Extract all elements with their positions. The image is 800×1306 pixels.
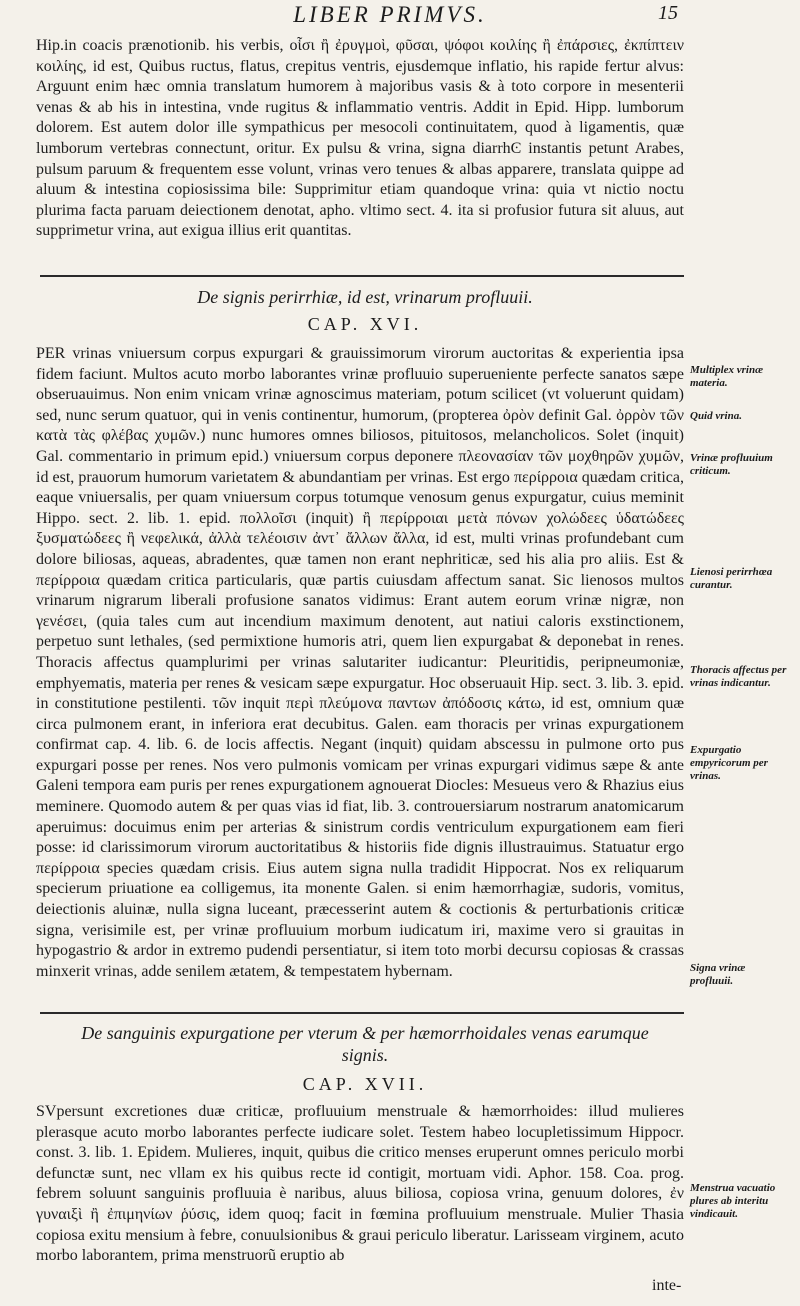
chapter-16-heading: De signis perirrhiæ, id est, vrinarum profluuii. — [197, 287, 533, 307]
running-head — [0, 0, 800, 36]
catchword: inte- — [652, 1277, 682, 1294]
chapter-17-number: CAP. XVII. — [302, 1074, 428, 1094]
paragraph-text: Hip.in coacis prænotionib. his verbis, οἷσι ἢ ἐρυγμοὶ, φῦσαι, ψόφοι κοιλίης ἢ ἐπάρσιες, ἐκπίπτειν κοιλίης, id est, Quibus ructus, flatus, crepitus ventris, ejusdemque inflatio, his rapide fertur alvus: Arguunt enim hæc omnia translatum humorem à majoribus vasis & à toto corpore in mesenterii venas & ab his in intestina, vnde rugitus & inflammatio ventris. Addit in Epid. Hipp. lumborum dolorem. Est autem dolor ille sympathicus per mesocoli continuitatem, quod à ligamentis, quæ lumborum vertebras connectunt, oritur. Ex pulsu & vrina, signa diarrhϾ instantis petunt Arabes, pulsum paruum & frequentem esse volunt, vrinas vero tenues & albas apparere, translata quippe ad aluum & intestina copiosissima bile: Supprimitur etiam quandoque vrina: quia vt nictio noctu plurima facta paruam deiectionem denotat, apho. vltimo sect. 4. ita si profusior futura sit aluus, aut supprimetur vrina, aut exigua illius erit quantitas. — [36, 37, 684, 240]
continued-paragraph — [36, 36, 684, 242]
margin-note: Quid vrina. — [690, 410, 742, 422]
margin-note: Lienosi perirrhœa curantur. — [690, 566, 773, 591]
margin-note: Vrinæ profluuium criticum. — [690, 452, 773, 477]
chapter-17-heading: De sanguinis expurgatione per vterum & per hæmorrhoidales venas earumque signis. — [81, 1023, 649, 1065]
section-divider — [40, 1012, 684, 1014]
paragraph-text: SVpersunt excretiones duæ criticæ, profluuium menstruale & hæmorrhoides: illud mulieres plerasque acuto morbo laborantes perfecte iudicare solet. Testem habeo locupletissimum Hippocr. const. 3. lib. 1. Epidem. Mulieres, inquit, quibus die critico menses eruperunt omnes periculo morbi defunctæ sunt, nec vllam ex his quibus recte id contigit, mortuam vidi. Aphor. 158. Coa. prog. febrem soluunt sanguinis profluuia è naribus, aluus biliosa, copiosa vrina, genuum dolores, ἐν γυναιξὶ ἢ ἐπιμηνίων ῥύσις, idem quoq; facit in fœmina profluuium menstruale. Mulier Thasia copiosa exitu mensium à febre, conuulsionibus & graui periculo liberatur. Larisseam virginem, acuto morbo laborantem, prima menstruorũ eruptio ab — [36, 1103, 684, 1265]
margin-note: Menstrua vacuatio plures ab interitu vindicauit. — [690, 1182, 776, 1220]
chapter-16-body — [36, 344, 684, 982]
margin-note: Multiplex vrinæ materia. — [690, 364, 764, 389]
section-divider — [40, 275, 684, 277]
margin-note: Expurgatio empyricorum per vrinas. — [690, 744, 768, 782]
margin-note: Signa vrinæ profluuii. — [690, 962, 746, 987]
chapter-16-number: CAP. XVI. — [307, 314, 423, 334]
page-number: 15 — [658, 2, 678, 24]
margin-note: Thoracis affectus per vrinas indicantur. — [690, 664, 787, 689]
running-title: LIBER PRIMVS. — [293, 2, 487, 27]
paragraph-text: PER vrinas vniuersum corpus expurgari & grauissimorum virorum auctoritas & experientia ipsa fidem faciunt. Multos acuto morbo laborantes vrinæ profluuio superueniente perfecte sanatos sæpe obseruauimus. Non enim vnicam vrinæ agnoscimus materiam, potum scilicet (vt voluerunt quidam) sed, nunc serum quatuor, qui in venis continentur, humorum, (propterea ὀρὸν definit Gal. ὀρρὸν τῶν κατὰ τὰς φλέβας χυμῶν.) nunc humores omnes biliosos, pituitosos, melancholicos. Solet (inquit) Gal. commentario in primum epid.) vniuersum corpus deponere πλεονασίαν τῶν μοχθηρῶν χυμῶν, id est, prauorum humorum varietatem & abundantiam per vrinas. Est ergo περίρροια quædam critica, eaque vniuersalis, per quam vniuersum corpus totumque venosum genus expurgatur, cuius meminit Hippo. sect. 2. lib. 1. epid. πολλοῖσι (inquit) ἢ περίρροιαι μετὰ πόνων χολώδεες ὑδατώδεες ξυσματώδεες ἢ νεφελικά, ἀλλὰ τελέοισιν ἀντ᾽ ἄλλων ἄλλα, id est, multi vrinas profundebant cum dolore biliosas, aqueas, abradentes, quæ tamen non erant nephriticæ, sed his alia pro aliis. Est & περίρροια quædam critica particularis, quæ partis cuiusdam affectum sanat. Sic lienosos multos vrinarum nigrarum liberali profusione sanatos vidimus: Erant autem eorum vrinæ nigræ, non γενέσει, (quia tales cum aut incendium maximum denotent, aut natiui caloris exstinctionem, perpetuo sunt lethales, (sed permixtione humoris atri, quem lien expurgabat & deponebat in renes. Thoracis affectus quamplurimi per vrinas salutariter iudicantur: Pleuritidis, peripneumoniæ, emphyematis, materia per renes & vesicam sæpe expurgatur. Hoc obseruauit Hip. sect. 3. lib. 3. epid. in constitutione pestilenti. τῶν inquit περὶ πλεύμονα παντων ἀπόδοσις κάτω, id est, omnium quæ circa pulmonem erant, in inferiora erat decubitus. Galen. eam thoracis per vrinas expurgationem confirmat cap. 4. lib. 6. de locis affectis. Negant (inquit) quidam abscessu in pulmone orto pus expurgari posse per renes. Nos vero pulmonis vomicam per vrinas expurgari vidimus sæpe & ante Galeni tempora eam puris per renes expurgationem agnouerat Diocles: Mesueus vero & Rhazius eius meminere. Quomodo autem & per quas vias id fiat, lib. 3. controuersiarum nostrarum anatomicarum aperuimus: docuimus enim per arterias & sinistrum cordis ventriculum expurgationem eam fieri posse: id clarissimorum virorum auctoritatibus & historiis fide dignis illustrauimus. Statuatur ergo περίρροια species quædam crisis. Eius autem signa nulla tradidit Hippocrat. Nos ex reliquarum specierum priuatione ea colligemus, ita monente Galen. si enim hæmorrhagiæ, sudoris, vomitus, deiectionis aluinæ, nulla signa luceant, præcesserint autem & coctionis & perturbationis criticæ signa, verisimile est, per vrinæ profluuium morbum iudicatum iri, maxime vero si grauitas in hypogastrio & ardor in extremo pudendi persentiatur, si item toto morbi decursu copiosas & crassas minxerit vrinas, adde senilem ætatem, & tempestatem hybernam. — [36, 345, 684, 980]
chapter-17-body — [36, 1102, 684, 1267]
